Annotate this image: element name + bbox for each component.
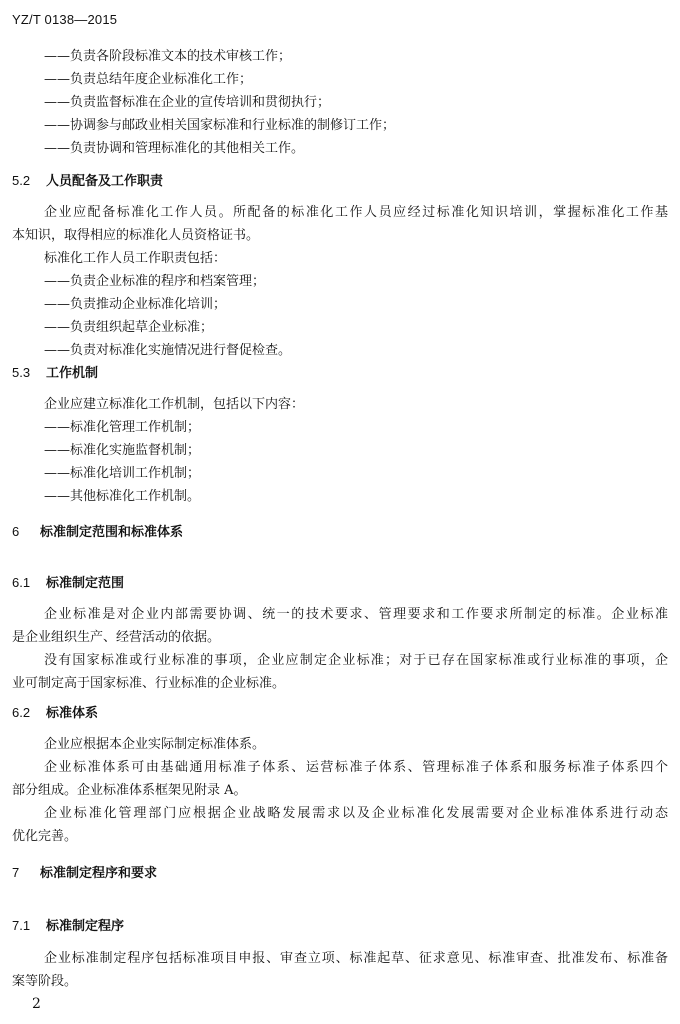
paragraph-line: 企业标准体系可由基础通用标准子体系、运营标准子体系、管理标准子体系和服务标准子体系四个	[44, 760, 668, 775]
paragraph-line: 没有国家标准或行业标准的事项，企业应制定企业标准；对于已存在国家标准或行业标准的事项，企	[44, 653, 668, 668]
paragraph-line: 企业应配备标准化工作人员。所配备的标准化工作人员应经过标准化知识培训，掌握标准化工作基	[44, 205, 668, 220]
paragraph-line: 企业标准化管理部门应根据企业战略发展需求以及企业标准化发展需要对企业标准体系进行动态	[44, 806, 668, 821]
paragraph-line: 部分组成。企业标准体系框架见附录 A。	[12, 783, 247, 798]
section-title: 标准制定范围	[46, 575, 125, 590]
list-item: ——负责推动企业标准化培训；	[44, 297, 227, 312]
chapter-number: 7	[12, 865, 20, 880]
chapter-title: 标准制定程序和要求	[40, 865, 158, 880]
paragraph: 企业应根据本企业实际制定标准体系。	[44, 737, 266, 752]
section-number: 5.2	[12, 173, 31, 188]
page-number: 2	[32, 996, 41, 1012]
list-item: ——其他标准化工作机制。	[44, 489, 201, 504]
section-heading-7-1	[12, 918, 124, 934]
section-title: 人员配备及工作职责	[46, 173, 164, 188]
list-item: ——标准化管理工作机制；	[44, 420, 201, 435]
paragraph-line: 案等阶段。	[12, 974, 78, 989]
list-item: ——负责企业标准的程序和档案管理；	[44, 274, 266, 289]
section-number: 6.1	[12, 575, 31, 590]
paragraph-line: 优化完善。	[12, 829, 78, 844]
list-item: ——负责各阶段标准文本的技术审核工作；	[44, 49, 292, 64]
section-title: 标准制定程序	[46, 918, 125, 933]
section-heading-5-3	[12, 365, 98, 381]
section-number: 6.2	[12, 705, 31, 720]
section-title: 工作机制	[46, 365, 99, 380]
list-item: ——标准化实施监督机制；	[44, 443, 201, 458]
section-heading-6-2	[12, 705, 98, 721]
list-item: ——负责监督标准在企业的宣传培训和贯彻执行；	[44, 95, 331, 110]
chapter-number: 6	[12, 524, 20, 539]
paragraph-line: 是企业组织生产、经营活动的依据。	[12, 630, 221, 645]
paragraph-line: 企业标准制定程序包括标准项目申报、审查立项、标准起草、征求意见、标准审查、批准发布、标准备	[44, 951, 668, 966]
chapter-heading-6	[12, 524, 183, 540]
paragraph-line: 业可制定高于国家标准、行业标准的企业标准。	[12, 676, 286, 691]
list-item: ——负责对标准化实施情况进行督促检查。	[44, 343, 292, 358]
paragraph: 标准化工作人员工作职责包括：	[44, 251, 227, 266]
chapter-title: 标准制定范围和标准体系	[40, 524, 184, 539]
list-item: ——负责协调和管理标准化的其他相关工作。	[44, 141, 305, 156]
section-title: 标准体系	[46, 705, 99, 720]
section-number: 7.1	[12, 918, 31, 933]
list-item: ——负责组织起草企业标准；	[44, 320, 214, 335]
paragraph-line: 本知识，取得相应的标准化人员资格证书。	[12, 228, 260, 243]
section-heading-6-1	[12, 575, 124, 591]
section-heading-5-2	[12, 173, 163, 189]
paragraph: 企业应建立标准化工作机制，包括以下内容：	[44, 397, 305, 412]
list-item: ——标准化培训工作机制；	[44, 466, 201, 481]
document-code: YZ/T 0138—2015	[12, 12, 118, 27]
paragraph-line: 企业标准是对企业内部需要协调、统一的技术要求、管理要求和工作要求所制定的标准。企业标准	[44, 607, 668, 622]
list-item: ——负责总结年度企业标准化工作；	[44, 72, 253, 87]
section-number: 5.3	[12, 365, 31, 380]
list-item: ——协调参与邮政业相关国家标准和行业标准的制修订工作；	[44, 118, 396, 133]
chapter-heading-7	[12, 865, 157, 881]
